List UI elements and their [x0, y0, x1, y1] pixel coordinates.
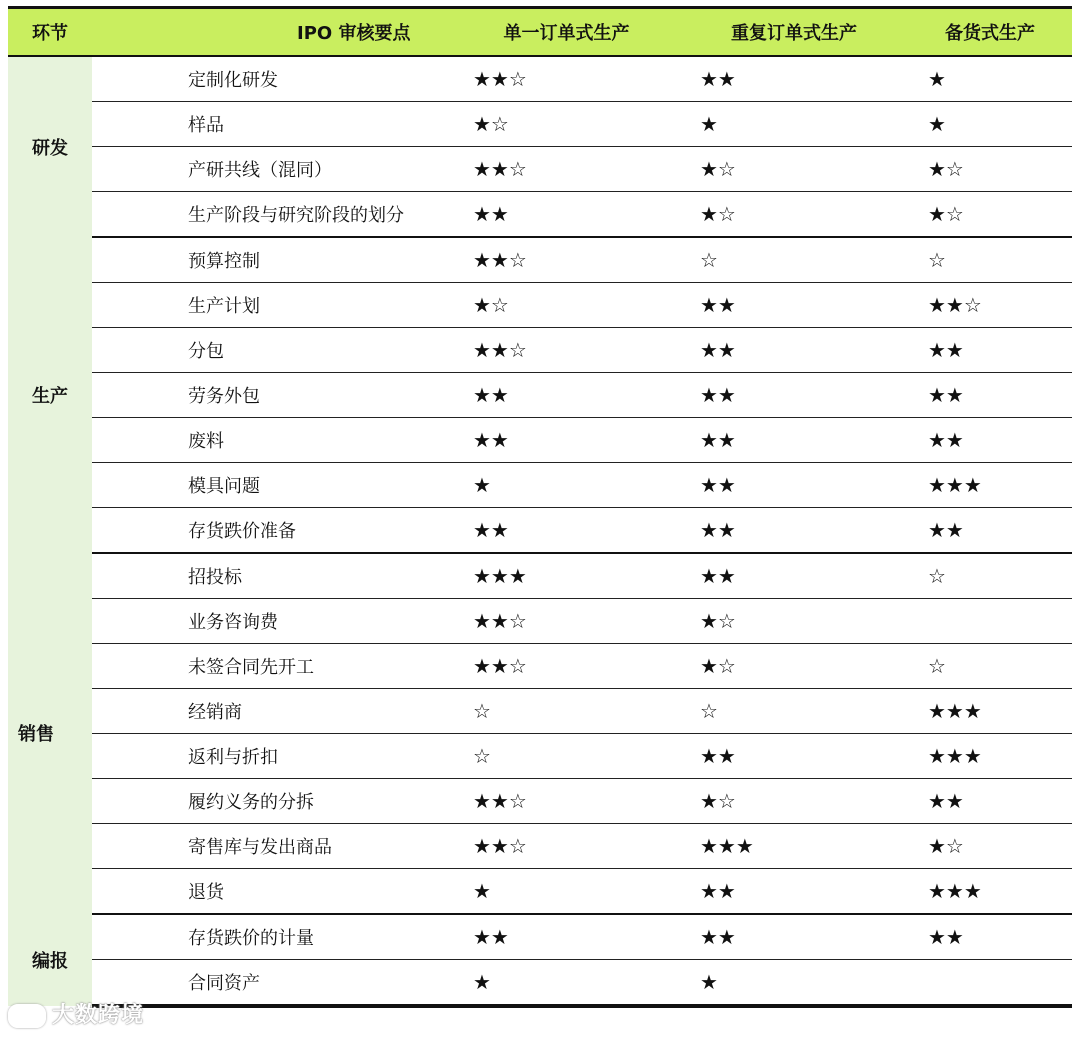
- header-single-order: 单一订单式生产: [453, 8, 680, 56]
- requirement-cell: 产研共线（混同）: [92, 146, 453, 191]
- table-row: [8, 191, 1072, 237]
- rating-stock-cell: ★★★: [908, 733, 1072, 778]
- rating-single-cell: ☆: [453, 733, 680, 778]
- requirement-cell: 未签合同先开工: [92, 643, 453, 688]
- rating-single-cell: ★★☆: [453, 598, 680, 643]
- table-row: [8, 643, 1072, 688]
- rating-stock-cell: ★★★: [908, 868, 1072, 914]
- rating-repeat-cell: ☆: [680, 688, 908, 733]
- rating-single-cell: ★★★: [453, 553, 680, 599]
- rating-repeat-cell: ★: [680, 959, 908, 1006]
- rating-repeat-cell: ★★: [680, 56, 908, 102]
- ipo-review-table: [8, 6, 1072, 1008]
- requirement-cell: 合同资产: [92, 959, 453, 1006]
- table-row: [8, 146, 1072, 191]
- requirement-cell: 样品: [92, 101, 453, 146]
- rating-single-cell: ★★: [453, 914, 680, 960]
- rating-single-cell: ☆: [453, 688, 680, 733]
- rating-stock-cell: ★★★: [908, 462, 1072, 507]
- requirement-cell: 经销商: [92, 688, 453, 733]
- requirement-cell: 生产计划: [92, 282, 453, 327]
- rating-single-cell: ★: [453, 959, 680, 1006]
- rating-repeat-cell: ★★: [680, 462, 908, 507]
- requirement-cell: 分包: [92, 327, 453, 372]
- rating-repeat-cell: ★★: [680, 507, 908, 553]
- requirement-cell: 存货跌价的计量: [92, 914, 453, 960]
- table-row: [8, 823, 1072, 868]
- requirement-cell: 业务咨询费: [92, 598, 453, 643]
- rating-single-cell: ★★: [453, 191, 680, 237]
- table-row: [8, 417, 1072, 462]
- table-header-row: [8, 8, 1072, 56]
- rating-stock-cell: ★☆: [908, 823, 1072, 868]
- rating-stock-cell: ★★: [908, 507, 1072, 553]
- rating-stock-cell: [908, 598, 1072, 643]
- table-row: [8, 327, 1072, 372]
- table-row: [8, 733, 1072, 778]
- rating-single-cell: ★☆: [453, 282, 680, 327]
- rating-stock-cell: ★★: [908, 417, 1072, 462]
- header-stock-production: 备货式生产: [908, 8, 1072, 56]
- rating-repeat-cell: ★★★: [680, 823, 908, 868]
- requirement-cell: 定制化研发: [92, 56, 453, 102]
- rating-stock-cell: [908, 959, 1072, 1006]
- rating-stock-cell: ★: [908, 56, 1072, 102]
- header-repeat-order: 重复订单式生产: [680, 8, 908, 56]
- table-row: [8, 553, 1072, 599]
- table-row: [8, 372, 1072, 417]
- rating-stock-cell: ★★: [908, 778, 1072, 823]
- requirement-cell: 模具问题: [92, 462, 453, 507]
- rating-stock-cell: ☆: [908, 553, 1072, 599]
- rating-single-cell: ★★☆: [453, 778, 680, 823]
- rating-single-cell: ★★: [453, 417, 680, 462]
- rating-repeat-cell: ★★: [680, 282, 908, 327]
- rating-single-cell: ★★☆: [453, 237, 680, 283]
- rating-repeat-cell: ★★: [680, 733, 908, 778]
- table-row: [8, 56, 1072, 102]
- rating-stock-cell: ★★: [908, 372, 1072, 417]
- table-row: [8, 237, 1072, 283]
- table-row: [8, 688, 1072, 733]
- table-row: [8, 282, 1072, 327]
- watermark: [8, 998, 144, 1029]
- requirement-cell: 招投标: [92, 553, 453, 599]
- rating-stock-cell: ★★: [908, 914, 1072, 960]
- table-row: [8, 914, 1072, 960]
- table-row: [8, 598, 1072, 643]
- watermark-logo-icon: [8, 1004, 46, 1028]
- rating-single-cell: ★★: [453, 372, 680, 417]
- rating-stock-cell: ★★★: [908, 688, 1072, 733]
- section-cell: 销售: [8, 553, 92, 914]
- rating-repeat-cell: ★☆: [680, 643, 908, 688]
- table-row: [8, 101, 1072, 146]
- rating-single-cell: ★★: [453, 507, 680, 553]
- rating-repeat-cell: ★☆: [680, 598, 908, 643]
- rating-repeat-cell: ★★: [680, 868, 908, 914]
- table-row: [8, 778, 1072, 823]
- ipo-review-table-container: [8, 6, 1072, 1008]
- rating-repeat-cell: ★: [680, 101, 908, 146]
- section-cell: 编报: [8, 914, 92, 1006]
- rating-single-cell: ★★☆: [453, 146, 680, 191]
- table-body: [8, 56, 1072, 1006]
- section-cell: 研发: [8, 56, 92, 237]
- header-requirement: IPO 审核要点: [92, 8, 453, 56]
- rating-stock-cell: ★: [908, 101, 1072, 146]
- rating-repeat-cell: ★★: [680, 914, 908, 960]
- rating-repeat-cell: ★★: [680, 327, 908, 372]
- rating-repeat-cell: ★☆: [680, 191, 908, 237]
- requirement-cell: 寄售库与发出商品: [92, 823, 453, 868]
- rating-repeat-cell: ☆: [680, 237, 908, 283]
- rating-single-cell: ★★☆: [453, 56, 680, 102]
- rating-repeat-cell: ★★: [680, 553, 908, 599]
- table-row: [8, 507, 1072, 553]
- rating-repeat-cell: ★☆: [680, 146, 908, 191]
- rating-stock-cell: ★★: [908, 327, 1072, 372]
- requirement-cell: 履约义务的分拆: [92, 778, 453, 823]
- requirement-cell: 预算控制: [92, 237, 453, 283]
- rating-single-cell: ★★☆: [453, 823, 680, 868]
- table-row: [8, 959, 1072, 1006]
- requirement-cell: 废料: [92, 417, 453, 462]
- requirement-cell: 返利与折扣: [92, 733, 453, 778]
- rating-repeat-cell: ★★: [680, 372, 908, 417]
- requirement-cell: 存货跌价准备: [92, 507, 453, 553]
- watermark-text: 大数跨境: [52, 1003, 145, 1028]
- table-row: [8, 868, 1072, 914]
- rating-single-cell: ★★☆: [453, 643, 680, 688]
- rating-stock-cell: ★☆: [908, 191, 1072, 237]
- rating-stock-cell: ☆: [908, 237, 1072, 283]
- requirement-cell: 劳务外包: [92, 372, 453, 417]
- rating-stock-cell: ☆: [908, 643, 1072, 688]
- requirement-cell: 生产阶段与研究阶段的划分: [92, 191, 453, 237]
- rating-single-cell: ★★☆: [453, 327, 680, 372]
- rating-stock-cell: ★★☆: [908, 282, 1072, 327]
- rating-repeat-cell: ★★: [680, 417, 908, 462]
- header-section: 环节: [8, 8, 92, 56]
- table-row: [8, 462, 1072, 507]
- rating-repeat-cell: ★☆: [680, 778, 908, 823]
- requirement-cell: 退货: [92, 868, 453, 914]
- rating-single-cell: ★☆: [453, 101, 680, 146]
- section-cell: 生产: [8, 237, 92, 553]
- rating-single-cell: ★: [453, 462, 680, 507]
- rating-single-cell: ★: [453, 868, 680, 914]
- rating-stock-cell: ★☆: [908, 146, 1072, 191]
